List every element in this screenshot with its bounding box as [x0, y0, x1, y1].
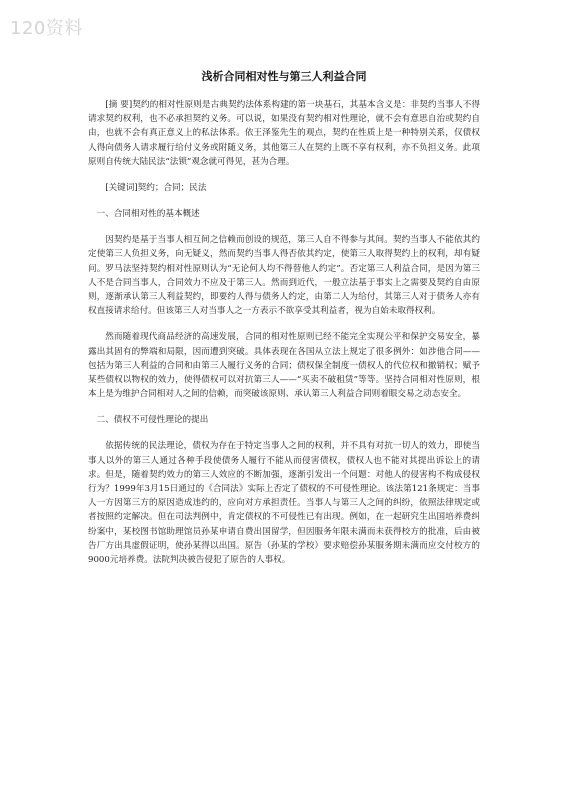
body-paragraph: 因契约是基于当事人相互间之信赖而创设的规范，第三人自不得参与其间。契约当事人不能依其约定使第三人负担义务，向无疑义，然而契约当事人得否依其约定，使第三人取得契约上的权利，却有疑问。罗马法坚持契约相对性原则认为“无论何人均不得替他人约定”。否定第三人利益合同，是因为第三人不是合同当事人，合同效力不应及于第三人。然而到近代，一般立法基于事实上之需要及契约自由原则，逐渐承认第三人利益契约，即要约人得与债务人约定，由第二人为给付，其第三人对于债务人亦有权直接请求给付。但该第三人对当事人之一方表示不欲享受其利益者，视为自始未取得权利。	[88, 235, 480, 317]
body-paragraph: 依据传统的民法理论，债权为存在于特定当事人之间的权利，并不具有对抗一切人的效力，即使当事人以外的第三人通过各种手段使债务人履行不能从而侵害债权，债权人也不能对其提出诉讼上的请求。但是，随着契约效力的第三人效应的不断加强，逐渐引发出一个问题：对他人的侵害构不构成侵权行为？1999年3月15日通过的《合同法》实际上否定了债权的不可侵性理论。该法第121条规定：当事人一方因第三方的原因造成违约的，应向对方承担责任。当事人与第三人之间的纠纷，依照法律规定或者按照约定解决。但在司法判例中，肯定债权的不可侵性已有出现。例如，在一起研究生出国培养费纠纷案中，某校图书馆助理馆员孙某申请自费出国留学，但因服务年限未满而未获得校方的批准，后由被告厂方出具虚假证明，使孙某得以出国。原告（孙某的学校）要求赔偿孙某服务期未满而应交付校方的9000元培养费。法院判决被告侵犯了原告的人事权。	[88, 441, 480, 566]
watermark-logo: 120资料	[10, 18, 83, 39]
section-heading-1: 一、合同相对性的基本概述	[96, 209, 200, 220]
keywords-line: [关键词]契约；合同；民法	[105, 183, 207, 194]
document-title: 浅析合同相对性与第三人利益合同	[201, 70, 367, 83]
section-heading-2: 二、债权不可侵性理论的提出	[96, 415, 209, 426]
body-paragraph: 然而随着现代商品经济的高速发展，合同的相对性原则已经不能完全实现公平和保护交易安全，暴露出其固有的弊端和局限，因而遭到突破。具体表现在各国从立法上规定了很多例外：如涉他合同——包括为第三人利益的合同和由第三人履行义务的合同；债权保全制度一债权人的代位权和撤销权；赋予某些债权以物权的效力，使得债权可以对抗第三人——“买卖不破租赁”等等。坚持合同相对性原则，根本上是为维护合同相对人之间的信赖，而突破该原则、承认第三人利益合同则着眼交易之动态安全。	[88, 332, 480, 400]
abstract-paragraph: [摘 要]契约的相对性原则是古典契约法体系构建的第一块基石，其基本含义是：非契约当事人不得请求契约权利，也不必承担契约义务。可以说，如果没有契约相对性理论，就不会有意思自治或契约自由，也就不会有真正意义上的私法体系。依王泽鉴先生的观点，契约在性质上是一种特别关系，仅债权人得向债务人请求履行给付义务或附随义务，其他第三人在契约上既不享有权利，亦不负担义务。此项原则自传统大陆民法“法锁”观念就可得见，甚为合理。	[88, 100, 480, 167]
document-page	[88, 68, 480, 567]
